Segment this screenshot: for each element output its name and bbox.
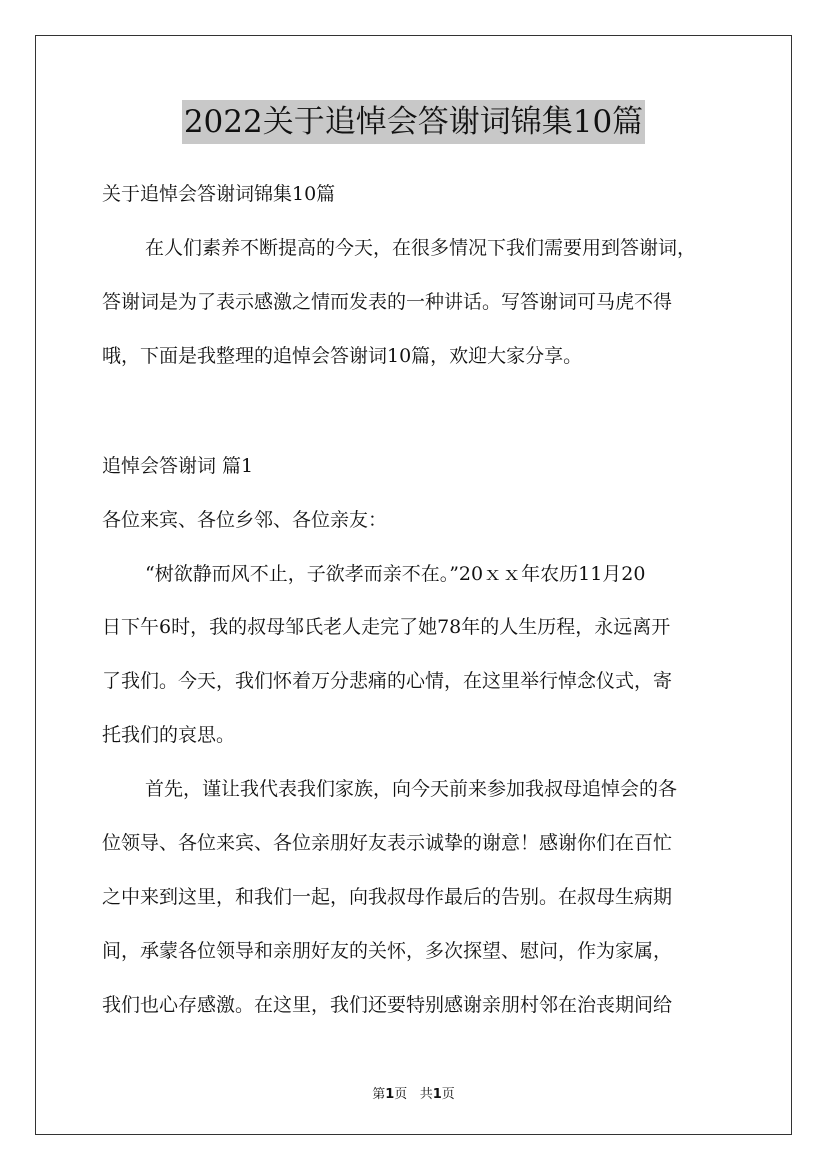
para2-line-5: 我们也心存感激。在这里，我们还要特别感谢亲朋村邻在治丧期间给 xyxy=(102,994,673,1016)
footer-mid: 页 共 xyxy=(394,1087,433,1102)
document-subtitle: 关于追悼会答谢词锦集10篇 xyxy=(102,183,336,205)
para1-line-1: “树欲静而风不止，子欲孝而亲不在。”20ｘｘ年农历11月20 xyxy=(145,563,646,585)
para1-line-2: 日下午6时，我的叔母邹氏老人走完了她78年的人生历程，永远离开 xyxy=(102,616,671,638)
page-footer xyxy=(0,1083,827,1102)
para2-line-3: 之中来到这里，和我们一起，向我叔母作最后的告别。在叔母生病期 xyxy=(102,886,673,908)
footer-prefix: 第 xyxy=(372,1087,386,1102)
para2-line-4: 间，承蒙各位领导和亲朋好友的关怀，多次探望、慰问，作为家属， xyxy=(102,940,673,962)
intro-line-3: 哦，下面是我整理的追悼会答谢词10篇，欢迎大家分享。 xyxy=(102,345,583,367)
para1-line-4: 托我们的哀思。 xyxy=(102,724,236,746)
footer-suffix: 页 xyxy=(441,1087,455,1102)
title-wrap xyxy=(0,100,827,144)
footer-page-current: 1 xyxy=(385,1087,395,1102)
para1-line-3: 了我们。今天，我们怀着万分悲痛的心情，在这里举行悼念仪式，寄 xyxy=(102,670,673,692)
footer-page-total: 1 xyxy=(432,1087,442,1102)
intro-line-1: 在人们素养不断提高的今天，在很多情况下我们需要用到答谢词， xyxy=(145,237,697,259)
section-heading: 追悼会答谢词 篇1 xyxy=(102,455,254,477)
intro-line-2: 答谢词是为了表示感激之情而发表的一种讲话。写答谢词可马虎不得 xyxy=(102,291,673,313)
para2-line-2: 位领导、各位来宾、各位亲朋好友表示诚挚的谢意！感谢你们在百忙 xyxy=(102,832,673,854)
document-title: 2022关于追悼会答谢词锦集10篇 xyxy=(182,100,645,144)
greeting: 各位来宾、各位乡邻、各位亲友： xyxy=(102,509,388,531)
para2-line-1: 首先，谨让我代表我们家族，向今天前来参加我叔母追悼会的各 xyxy=(145,778,678,800)
